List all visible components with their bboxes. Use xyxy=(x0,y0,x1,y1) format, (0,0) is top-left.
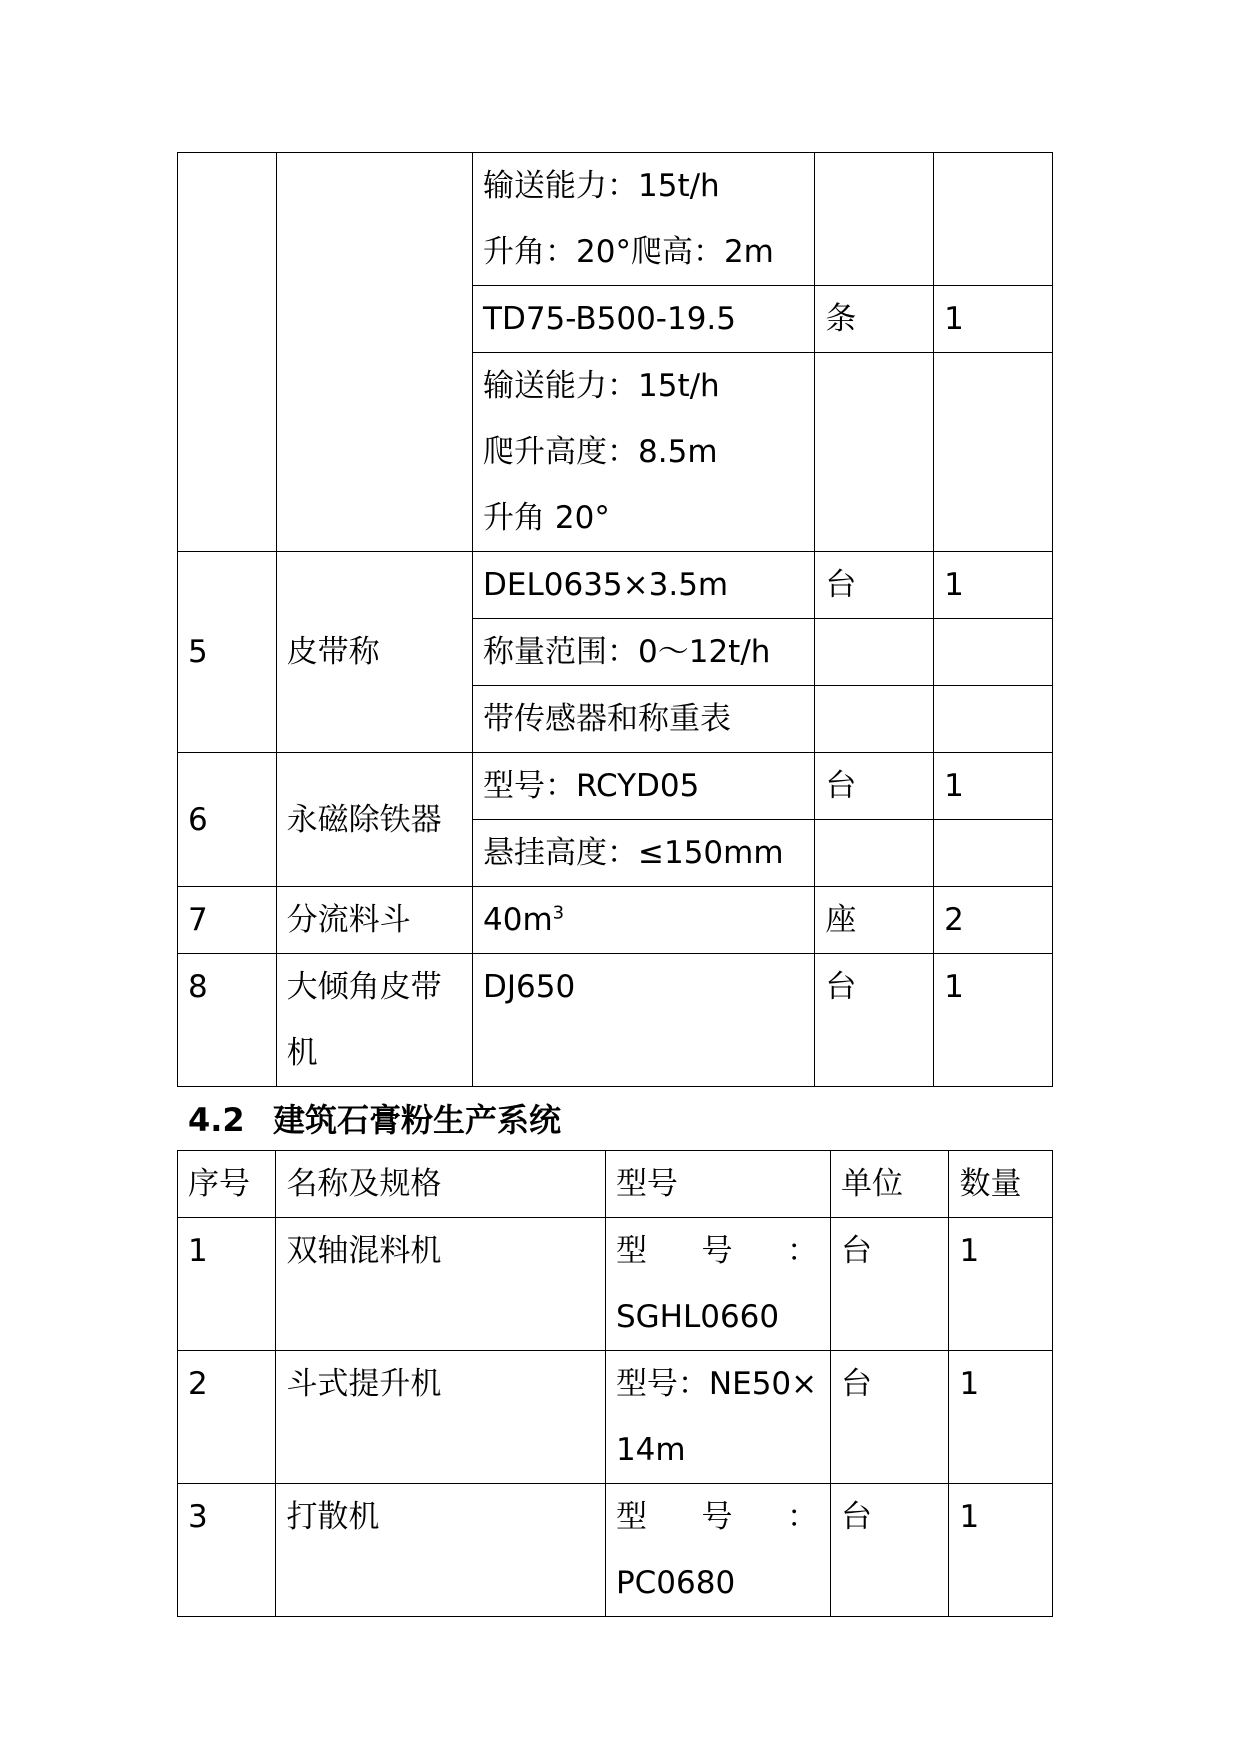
header-model: 型号 xyxy=(605,1151,830,1218)
section-title: 建筑石膏粉生产系统 xyxy=(273,1101,562,1139)
model-cell xyxy=(605,1484,830,1617)
spec-cell xyxy=(473,153,815,286)
table-row xyxy=(178,1351,1053,1484)
spec-cell xyxy=(473,353,815,552)
item-name-cell: 分流料斗 xyxy=(276,887,472,954)
qty-cell: 1 xyxy=(934,753,1053,820)
model-line: 型号：NE50× xyxy=(615,1366,818,1402)
model-word: 号 xyxy=(701,1499,733,1535)
qty-cell: 1 xyxy=(949,1484,1053,1617)
equipment-table-continued xyxy=(177,152,1053,1087)
unit-cell xyxy=(815,820,934,887)
item-number-cell: 3 xyxy=(178,1484,276,1617)
qty-cell xyxy=(934,619,1053,686)
unit-cell: 台 xyxy=(830,1218,949,1351)
qty-cell: 1 xyxy=(934,954,1053,1087)
model-line xyxy=(616,1484,830,1550)
header-qty: 数量 xyxy=(949,1151,1053,1218)
qty-cell: 2 xyxy=(934,887,1053,954)
table-row xyxy=(178,1218,1053,1351)
spec-cell xyxy=(473,887,815,954)
spec-cell: 带传感器和称重表 xyxy=(473,686,815,753)
table-row xyxy=(178,753,1053,820)
unit-cell xyxy=(815,619,934,686)
model-cell xyxy=(605,1218,830,1351)
spec-line: 爬升高度：8.5m xyxy=(483,434,718,470)
model-cell xyxy=(605,1351,830,1484)
spec-value: 40m xyxy=(483,902,553,938)
table-row xyxy=(178,153,1053,286)
item-number-cell: 8 xyxy=(178,954,277,1087)
spec-line: 升角 20° xyxy=(483,500,610,536)
item-name-cell xyxy=(276,954,472,1087)
model-word: 型 xyxy=(615,1233,647,1269)
header-unit: 单位 xyxy=(830,1151,949,1218)
spec-cell: DJ650 xyxy=(473,954,815,1087)
item-number-cell: 6 xyxy=(178,753,277,887)
unit-cell xyxy=(815,353,934,552)
unit-cell: 台 xyxy=(830,1484,949,1617)
model-word: ： xyxy=(786,1499,818,1535)
qty-cell: 1 xyxy=(949,1351,1053,1484)
spec-cell: 悬挂高度：≤150mm xyxy=(473,820,815,887)
item-number-cell: 1 xyxy=(178,1218,276,1351)
model-line xyxy=(616,1218,830,1284)
item-number-cell: 7 xyxy=(178,887,277,954)
superscript: 3 xyxy=(552,902,565,924)
qty-cell xyxy=(934,153,1053,286)
qty-cell xyxy=(934,353,1053,552)
model-line: PC0680 xyxy=(615,1565,736,1601)
name-line: 机 xyxy=(286,1035,318,1071)
unit-cell: 台 xyxy=(830,1351,949,1484)
qty-cell xyxy=(934,686,1053,753)
header-name: 名称及规格 xyxy=(276,1151,606,1218)
name-line: 大倾角皮带 xyxy=(286,969,442,1005)
table-row xyxy=(178,1484,1053,1617)
header-row xyxy=(178,1151,1053,1218)
model-line: SGHL0660 xyxy=(615,1299,780,1335)
unit-cell xyxy=(815,153,934,286)
unit-cell: 条 xyxy=(815,286,934,353)
model-word: 号 xyxy=(701,1233,733,1269)
model-line: 14m xyxy=(615,1432,686,1468)
unit-cell: 台 xyxy=(815,753,934,820)
unit-cell: 台 xyxy=(815,954,934,1087)
qty-cell: 1 xyxy=(949,1218,1053,1351)
section-number: 4.2 xyxy=(188,1101,245,1139)
unit-cell: 座 xyxy=(815,887,934,954)
item-name-cell: 皮带称 xyxy=(276,552,472,753)
model-word: 型 xyxy=(615,1499,647,1535)
qty-cell: 1 xyxy=(934,286,1053,353)
model-word: ： xyxy=(786,1233,818,1269)
table-row xyxy=(178,552,1053,619)
item-name-cell: 永磁除铁器 xyxy=(276,753,472,887)
item-number-cell: 5 xyxy=(178,552,277,753)
item-name-cell: 打散机 xyxy=(276,1484,606,1617)
header-no: 序号 xyxy=(178,1151,276,1218)
table-row xyxy=(178,887,1053,954)
spec-line: 升角：20°爬高：2m xyxy=(483,234,774,270)
unit-cell: 台 xyxy=(815,552,934,619)
spec-line: 输送能力：15t/h xyxy=(483,168,720,204)
section-heading xyxy=(188,1092,561,1148)
qty-cell xyxy=(934,820,1053,887)
table-row xyxy=(178,954,1053,1087)
item-number-cell: 2 xyxy=(178,1351,276,1484)
spec-cell: DEL0635×3.5m xyxy=(473,552,815,619)
spec-cell: 型号：RCYD05 xyxy=(473,753,815,820)
spec-line: 输送能力：15t/h xyxy=(483,368,720,404)
spec-cell: 称量范围：0～12t/h xyxy=(473,619,815,686)
item-name-cell xyxy=(276,153,472,552)
item-number-cell xyxy=(178,153,277,552)
qty-cell: 1 xyxy=(934,552,1053,619)
item-name-cell: 双轴混料机 xyxy=(276,1218,606,1351)
unit-cell xyxy=(815,686,934,753)
gypsum-system-table xyxy=(177,1150,1053,1617)
spec-cell: TD75-B500-19.5 xyxy=(473,286,815,353)
item-name-cell: 斗式提升机 xyxy=(276,1351,606,1484)
